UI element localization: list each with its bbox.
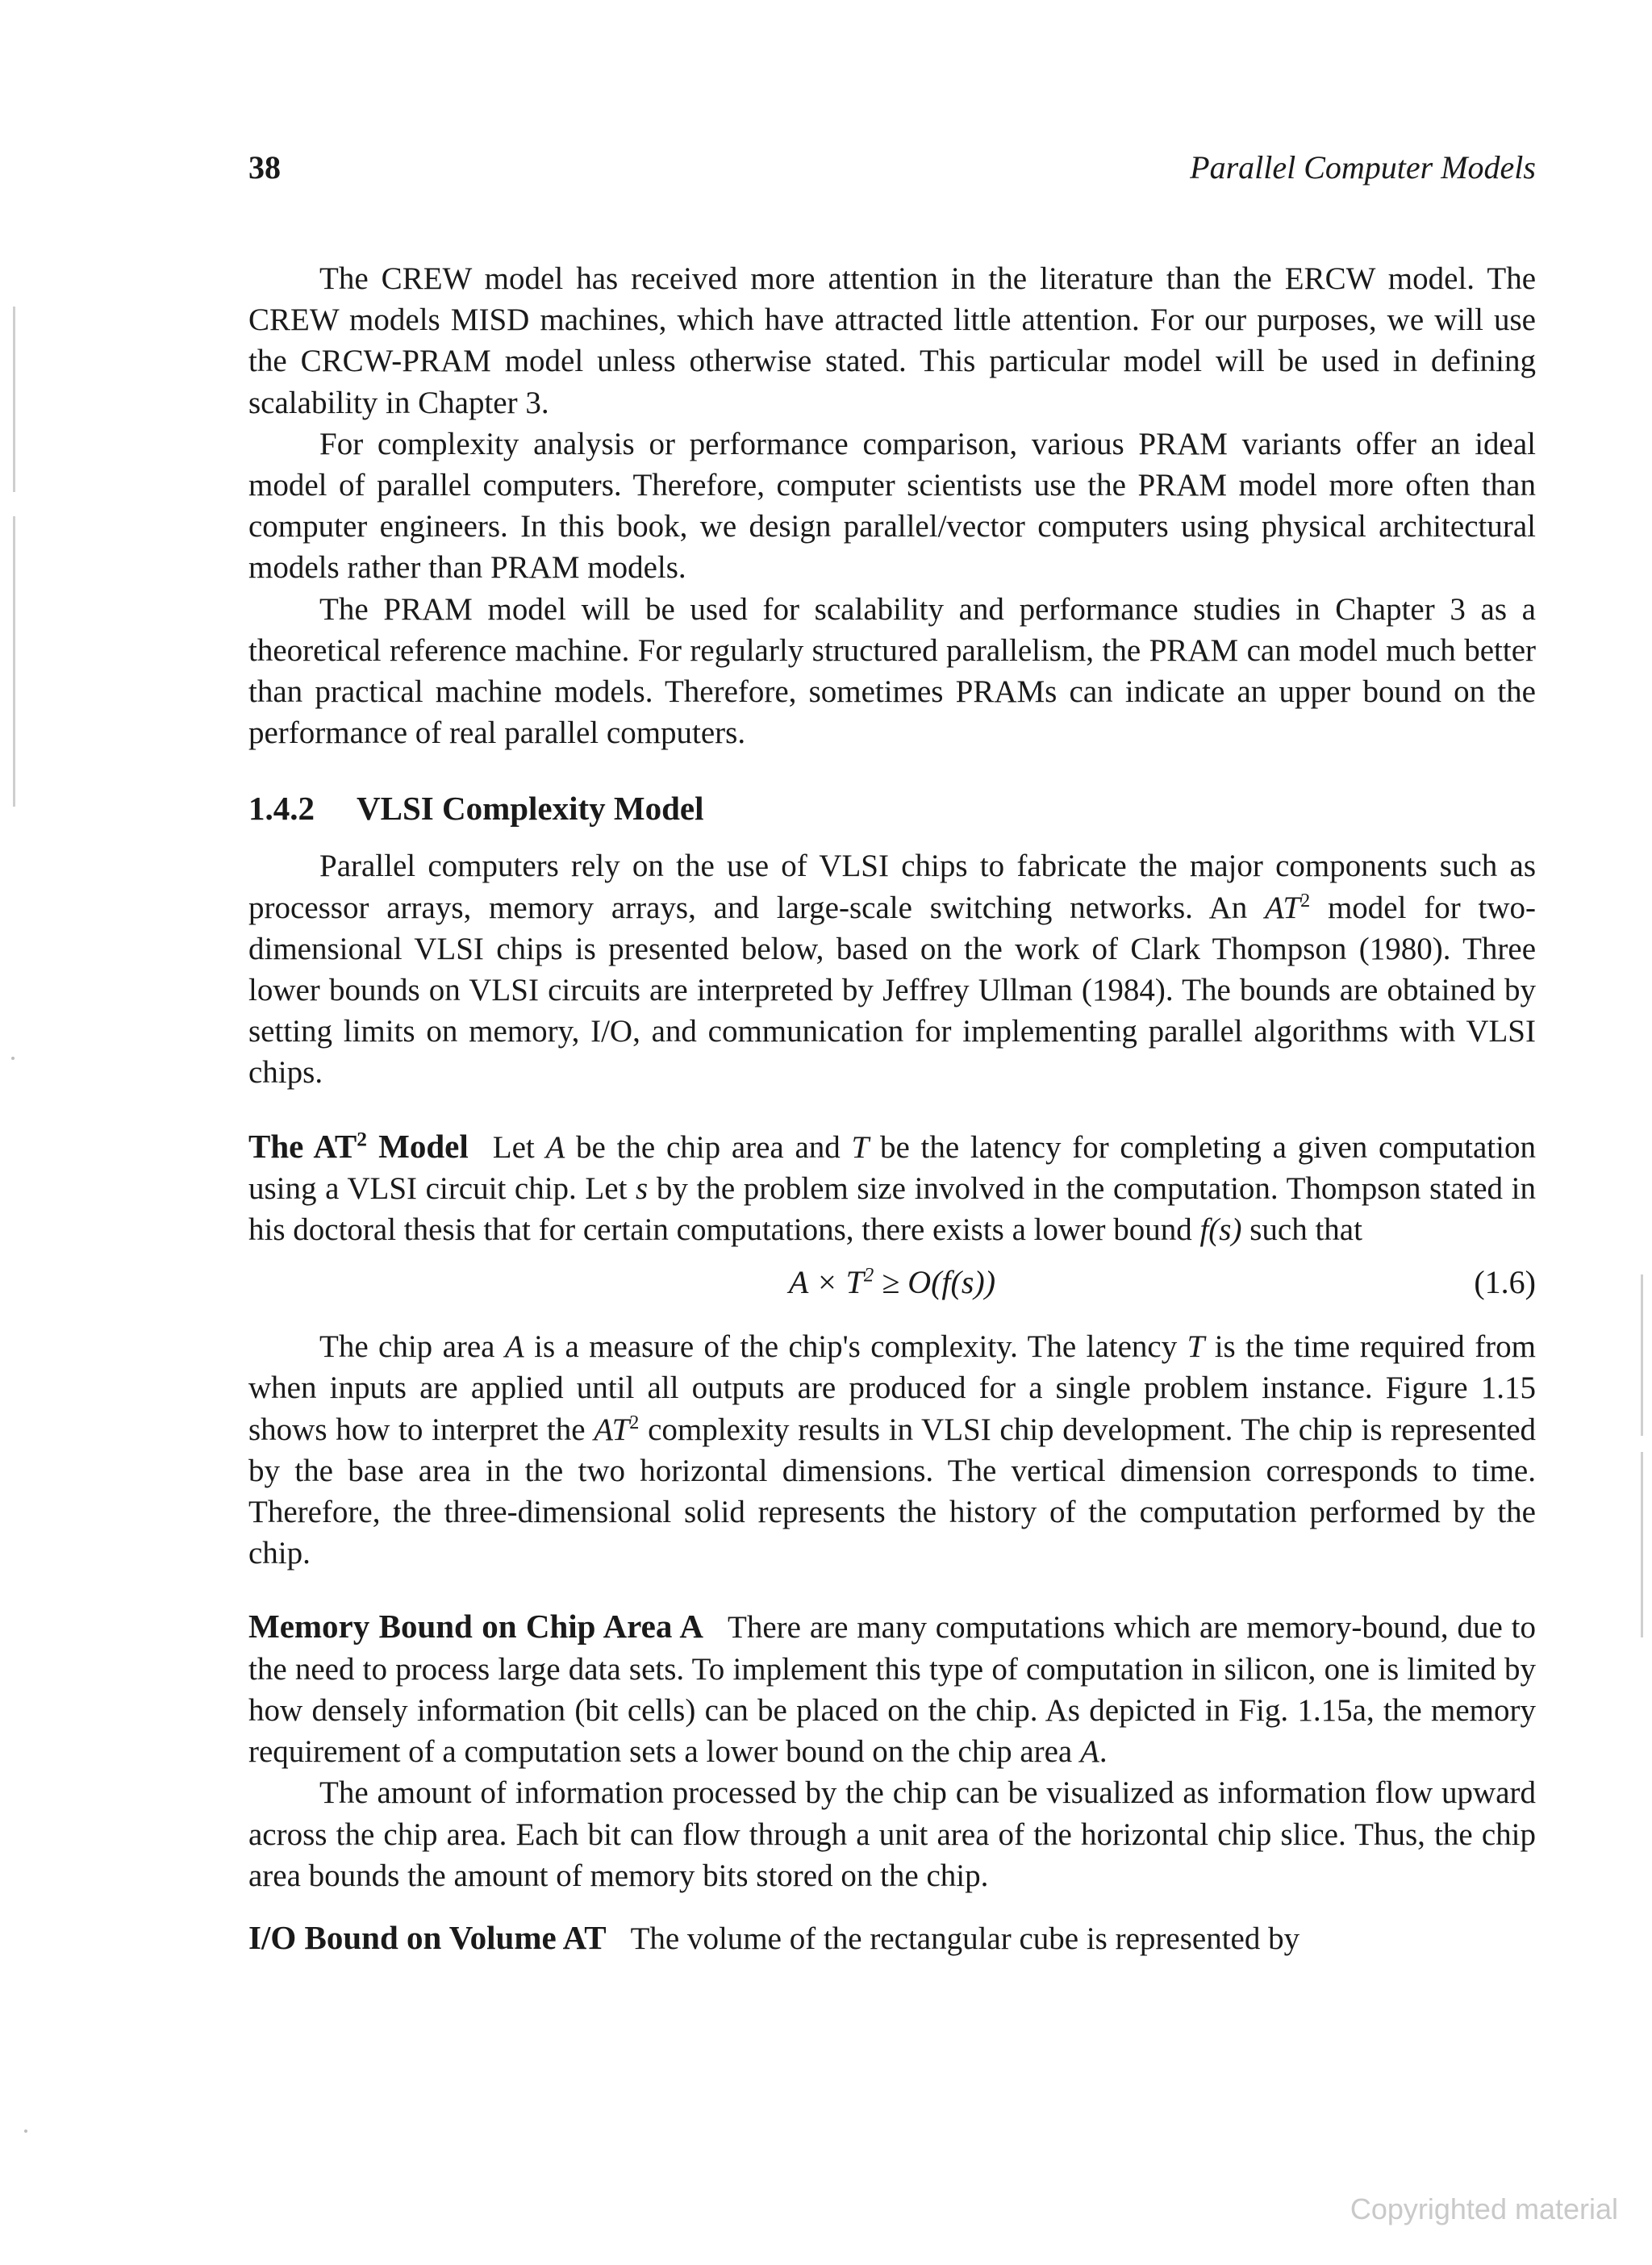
io-bound-paragraph: I/O Bound on Volume AT The volume of the rectangular cube is represented by: [248, 1918, 1300, 1956]
copyright-watermark: Copyrighted material: [1350, 2192, 1618, 2225]
intro-paragraph-3: The PRAM model will be used for scalability and performance studies in Chapter 3 as a theoretical reference machine. For regularly structured parallelism, the PRAM can model much better than practical machine models. Therefore, sometimes PRAMs can indicate an upper bound on the performance of real parallel computers.: [248, 591, 1536, 751]
chip-area-paragraph: The chip area A is a measure of the chip's complexity. The latency T is the time required from when inputs are applied until all outputs are produced for a single problem instance. Figure 1.15 shows how to interpret the $AT^2$ complexity results in VLSI chip development. The chip is represented by the base area in the two horizontal dimensions. The vertical dimension corresponds to time. Therefore, the three-dimensional solid represents the history of the computation performed by the chip.: [248, 1329, 1537, 1571]
memory-bound-paragraph: Memory Bound on Chip Area A There are many computations which are memory-bound, due to the need to process large data sets. To implement this type of computation in silicon, one is limited by how densely information (bit cells) can be placed on the chip. As depicted in Fig. 1.15a, the memory requirement of a computation sets a lower bound on the chip area A.: [248, 1608, 1536, 1770]
section-heading: [248, 786, 1536, 831]
scan-speck: [11, 1057, 15, 1060]
memory-bound-heading: Memory Bound on Chip Area A: [248, 1608, 704, 1646]
at2-model-heading: The $AT^2$ Model: [248, 1127, 469, 1165]
scan-edge-mark: [13, 307, 15, 492]
scan-edge-mark: [1641, 1274, 1643, 1436]
equation-1-6: [248, 1255, 1536, 1318]
equation-body: $A \times T^2 \ge O(f(s))$: [788, 1264, 996, 1301]
io-bound-heading: I/O Bound on Volume AT: [248, 1918, 607, 1956]
running-head: Parallel Computer Models: [1190, 149, 1536, 186]
scan-speck: [24, 2129, 27, 2133]
vlsi-paragraph: Parallel computers rely on the use of VLSI chips to fabricate the major components such as processor arrays, memory arrays, and large-scale switching networks. An $AT^2$ model for two-dimensional VLSI chips is presented below, based on the work of Clark Thompson (1980). Three lower bounds on VLSI circuits are interpreted by Jeffrey Ullman (1984). The bounds are obtained by setting limits on memory, I/O, and communication for implementing parallel algorithms with VLSI chips.: [248, 849, 1536, 1091]
page-number: 38: [248, 149, 281, 186]
scan-edge-mark: [1641, 1452, 1643, 1637]
page-header: [248, 148, 1536, 194]
intro-paragraph-2: For complexity analysis or performance comparison, various PRAM variants offer an ideal model of parallel computers. Therefore, computer scientists use the PRAM model more often than computer engineers. In this book, we design parallel/vector computers using physical architectural models rather than PRAM models.: [248, 426, 1536, 586]
section-number: 1.4.2: [248, 790, 315, 828]
page-body: [248, 258, 1536, 1959]
equation-number: (1.6): [1474, 1264, 1536, 1301]
section-title: VLSI Complexity Model: [357, 790, 704, 828]
at2-model-paragraph: The $AT^2$ Model Let A be the chip area and T be the latency for completing a given computation using a VLSI circuit chip. Let s by the problem size involved in the computation. Thompson stated in his doctoral thesis that for certain computations, there exists a lower bound f(s) such that: [248, 1127, 1537, 1248]
scan-edge-mark: [13, 516, 15, 807]
memory-bound-paragraph-2: The amount of information processed by the chip can be visualized as information flow upward across the chip area. Each bit can flow through a unit area of the horizontal chip slice. Thus, the chip area bounds the amount of memory bits stored on the chip.: [248, 1775, 1536, 1893]
intro-paragraph-1: The CREW model has received more attention in the literature than the ERCW model. The CREW models MISD machines, which have attracted little attention. For our purposes, we will use the CRCW-PRAM model unless otherwise stated. This particular model will be used in defining scalability in Chapter 3.: [248, 261, 1536, 420]
